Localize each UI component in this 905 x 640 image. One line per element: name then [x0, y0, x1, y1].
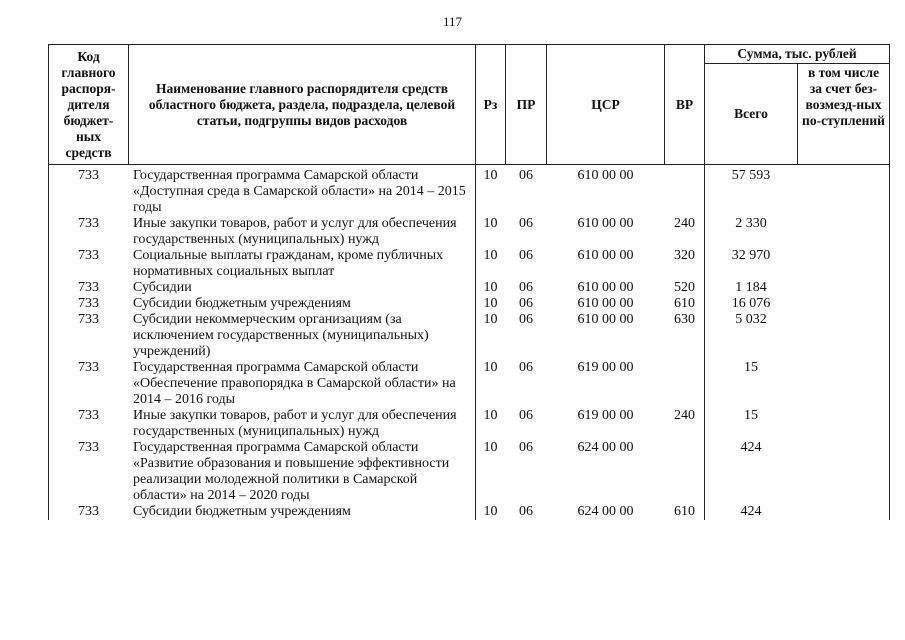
- cell-pr: 06: [519, 216, 533, 231]
- cell-vr: [665, 165, 705, 217]
- cell-total: 5 032: [735, 312, 767, 327]
- cell-csr: 610 00 00: [577, 296, 634, 311]
- cell-total: 15: [744, 408, 758, 423]
- cell-vr: 240: [665, 408, 705, 440]
- header-total: Всего: [705, 64, 798, 165]
- cell-total: 32 970: [731, 248, 771, 263]
- cell-total: 57 593: [731, 168, 771, 183]
- cell-free: [798, 216, 890, 248]
- cell-pr: 06: [519, 504, 533, 519]
- cell-name: Иные закупки товаров, работ и услуг для обеспечения государственных (муниципальных) нужд: [129, 408, 476, 440]
- table-row: [49, 296, 890, 312]
- cell-vr: [665, 360, 705, 408]
- cell-code: 733: [49, 248, 129, 280]
- cell-csr: 619 00 00: [577, 408, 634, 423]
- cell-csr: 610 00 00: [577, 216, 634, 231]
- cell-free: [798, 360, 890, 408]
- cell-name: Иные закупки товаров, работ и услуг для обеспечения государственных (муниципальных) нужд: [129, 216, 476, 248]
- cell-csr: 610 00 00: [577, 312, 634, 327]
- cell-free: [798, 165, 890, 217]
- cell-pr: 06: [519, 168, 533, 183]
- cell-pr: 06: [519, 312, 533, 327]
- cell-csr: 610 00 00: [577, 280, 634, 295]
- cell-free: [798, 408, 890, 440]
- cell-code: 733: [49, 312, 129, 360]
- cell-rz: 10: [483, 312, 498, 327]
- header-vr: ВР: [665, 45, 705, 165]
- table-row: [49, 360, 890, 408]
- cell-name: Субсидии некоммерческим организациям (за исключением государственных (муниципальных) учреждений): [129, 312, 476, 360]
- cell-rz: 10: [483, 408, 498, 423]
- cell-code: 733: [49, 296, 129, 312]
- cell-code: 733: [49, 280, 129, 296]
- cell-vr: 610: [665, 296, 705, 312]
- cell-name: Субсидии бюджетным учреждениям: [129, 296, 476, 312]
- cell-total: 15: [744, 360, 758, 375]
- cell-rz: 10: [483, 280, 498, 295]
- cell-code: 733: [49, 408, 129, 440]
- cell-total: 1 184: [735, 280, 767, 295]
- cell-csr: 610 00 00: [577, 168, 634, 183]
- cell-csr: 619 00 00: [577, 360, 634, 375]
- budget-table: [48, 44, 890, 520]
- header-name: Наименование главного распорядителя средств областного бюджета, раздела, подраздела, целевой статьи, подгруппы видов расходов: [129, 45, 476, 165]
- table-row: [49, 216, 890, 248]
- table-row: [49, 312, 890, 360]
- header-free: в том числе за счет без-возмезд-ных по-ступлений: [798, 64, 890, 165]
- cell-pr: 06: [519, 408, 533, 423]
- cell-code: 733: [49, 165, 129, 217]
- cell-vr: 320: [665, 248, 705, 280]
- table-row: [49, 440, 890, 504]
- cell-free: [798, 280, 890, 296]
- cell-name: Государственная программа Самарской области «Развитие образования и повышение эффективности реализации молодежной политики в Самарской области» на 2014 – 2020 годы: [129, 440, 476, 504]
- cell-code: 733: [49, 504, 129, 520]
- cell-rz: 10: [483, 440, 498, 455]
- table-row: [49, 248, 890, 280]
- cell-total: 424: [740, 504, 762, 519]
- table-header: [49, 45, 890, 165]
- table-body: [49, 165, 890, 521]
- cell-code: 733: [49, 440, 129, 504]
- cell-name: Государственная программа Самарской области «Доступная среда в Самарской области» на 2014 – 2015 годы: [129, 165, 476, 217]
- table-row: [49, 504, 890, 520]
- cell-code: 733: [49, 216, 129, 248]
- cell-rz: 10: [483, 504, 498, 519]
- cell-vr: 630: [665, 312, 705, 360]
- header-rz: Рз: [476, 45, 506, 165]
- table-row: [49, 280, 890, 296]
- cell-vr: 520: [665, 280, 705, 296]
- cell-rz: 10: [483, 216, 498, 231]
- header-code: Код главного распоря-дителя бюджет-ных средств: [49, 45, 129, 165]
- cell-name: Социальные выплаты гражданам, кроме публичных нормативных социальных выплат: [129, 248, 476, 280]
- cell-total: 2 330: [735, 216, 767, 231]
- table-row: [49, 408, 890, 440]
- cell-total: 424: [740, 440, 762, 455]
- cell-pr: 06: [519, 248, 533, 263]
- table-row: [49, 165, 890, 217]
- header-csr: ЦСР: [547, 45, 665, 165]
- cell-free: [798, 504, 890, 520]
- page-number: 117: [442, 14, 463, 29]
- cell-free: [798, 296, 890, 312]
- cell-csr: 610 00 00: [577, 248, 634, 263]
- header-sum-group: Сумма, тыс. рублей: [705, 45, 890, 64]
- header-pr: ПР: [506, 45, 547, 165]
- cell-rz: 10: [483, 248, 498, 263]
- cell-vr: [665, 440, 705, 504]
- cell-code: 733: [49, 360, 129, 408]
- cell-free: [798, 312, 890, 360]
- cell-csr: 624 00 00: [577, 440, 634, 455]
- cell-pr: 06: [519, 360, 533, 375]
- cell-pr: 06: [519, 280, 533, 295]
- cell-rz: 10: [483, 296, 498, 311]
- cell-total: 16 076: [731, 296, 771, 311]
- cell-rz: 10: [483, 360, 498, 375]
- cell-name: Субсидии бюджетным учреждениям: [129, 504, 476, 520]
- cell-pr: 06: [519, 440, 533, 455]
- cell-vr: 610: [665, 504, 705, 520]
- cell-csr: 624 00 00: [577, 504, 634, 519]
- cell-free: [798, 440, 890, 504]
- cell-name: Субсидии: [129, 280, 476, 296]
- cell-pr: 06: [519, 296, 533, 311]
- cell-vr: 240: [665, 216, 705, 248]
- cell-name: Государственная программа Самарской области «Обеспечение правопорядка в Самарской области» на 2014 – 2016 годы: [129, 360, 476, 408]
- cell-free: [798, 248, 890, 280]
- cell-rz: 10: [483, 168, 498, 183]
